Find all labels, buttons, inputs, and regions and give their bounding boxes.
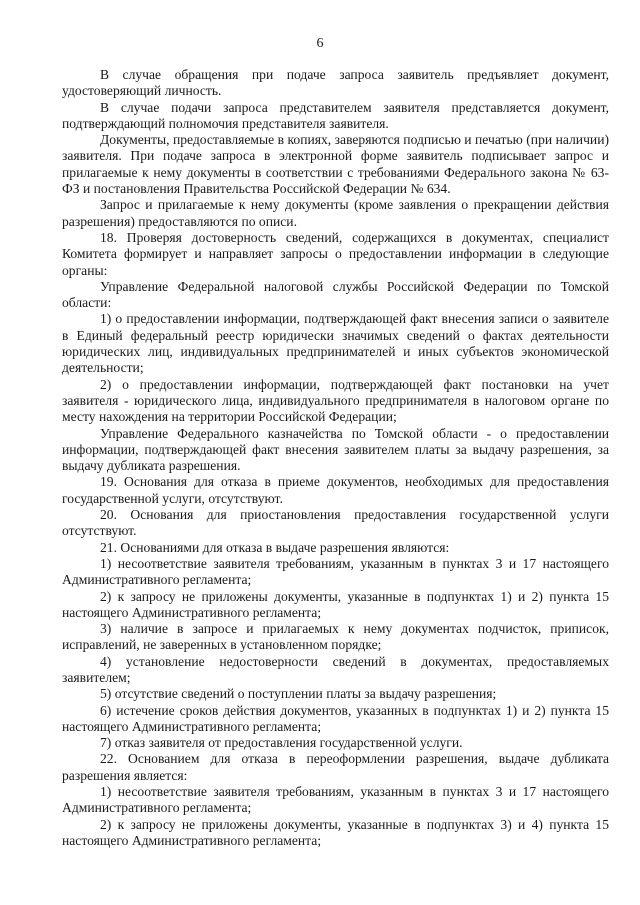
list-item: 7) отказ заявителя от предоставления государственной услуги. [100, 735, 463, 751]
paragraph-section-21: 21. Основаниями для отказа в выдаче разрешения являются: [100, 539, 450, 555]
list-item: 2) к запросу не приложены документы, указанные в подпунктах 3) и 4) пункта 15 настоящего Административного регламента; [62, 816, 609, 848]
paragraph-section-18: 18. Проверяя достоверность сведений, содержащихся в документах, специалист Комитета формирует и направляет запросы о предоставлении информации в следующие органы: [62, 229, 609, 278]
paragraph-section-20: 20. Основания для приостановления предоставления государственной услуги отсутствуют. [62, 507, 609, 539]
paragraph: Управление Федеральной налоговой службы Российской Федерации по Томской области: [62, 278, 609, 311]
list-item: 4) установление недостоверности сведений в документах, предоставляемых заявителем; [62, 653, 609, 685]
page-number: 6 [316, 36, 324, 51]
paragraph: Управление Федерального казначейства по Томской области - о предоставлении информации, подтверждающей факт внесения заявителем платы за выдачу разрешения, за выдачу дубликата разрешения. [62, 425, 609, 474]
paragraph: Запрос и прилагаемые к нему документы (кроме заявления о прекращении действия разрешения) предоставляются по описи. [62, 197, 609, 229]
paragraph: В случае подачи запроса представителем заявителя представляется документ, подтверждающий полномочия представителя заявителя. [62, 99, 609, 131]
list-item: 6) истечение сроков действия документов, указанных в подпунктах 1) и 2) пункта 15 настоящего Административного регламента; [62, 702, 609, 734]
list-item: 5) отсутствие сведений о поступлении платы за выдачу разрешения; [100, 686, 497, 702]
list-item: 3) наличие в запросе и прилагаемых к нему документах подчисток, приписок, исправлений, не заверенных в установленном порядке; [62, 621, 609, 653]
paragraph-section-19: 19. Основания для отказа в приеме документов, необходимых для предоставления государственной услуги, отсутствуют. [62, 474, 609, 506]
list-item: 2) о предоставлении информации, подтверждающей факт постановки на учет заявителя - юридического лица, индивидуального предпринимателя в налоговом органе по месту нахождения на территории Российской Федерации; [62, 376, 609, 425]
paragraph: В случае обращения при подаче запроса заявитель предъявляет документ, удостоверяющий личность. [62, 67, 609, 99]
list-item: 1) несоответствие заявителя требованиям, указанным в пунктах 3 и 17 настоящего Административного регламента; [62, 555, 609, 588]
list-item: 2) к запросу не приложены документы, указанные в подпунктах 1) и 2) пункта 15 настоящего Административного регламента; [62, 588, 609, 620]
list-item: 1) о предоставлении информации, подтверждающей факт внесения записи о заявителе в Единый федеральный реестр юридически значимых сведений о фактах деятельности юридических лиц, индивидуальных предпринимателей и иных субъектов экономической деятельности; [62, 311, 609, 376]
document-body [62, 67, 609, 849]
paragraph-section-22: 22. Основанием для отказа в переоформлении разрешения, выдаче дубликата разрешения является: [62, 751, 609, 783]
list-item: 1) несоответствие заявителя требованиям, указанным в пунктах 3 и 17 настоящего Административного регламента; [62, 784, 609, 816]
paragraph: Документы, предоставляемые в копиях, заверяются подписью и печатью (при наличии) заявителя. При подаче запроса в электронной форме заявитель подписывает запрос и прилагаемые к нему документы в соответствии с требованиями Федерального закона № 63-ФЗ и постановления Правительства Российской Федерации № 634. [62, 132, 609, 197]
